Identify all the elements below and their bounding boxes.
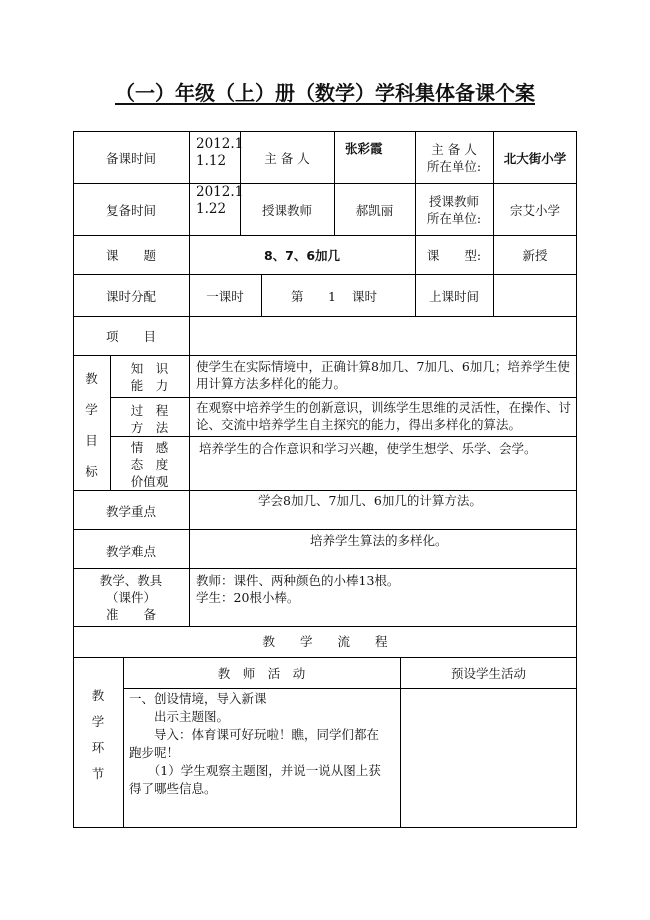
list-item: 导入：体育课可好玩啦！瞧，同学们都在 <box>129 727 380 742</box>
teacher-value: 郝凯丽 <box>355 203 394 218</box>
page-title: （一）年级（上）册（数学）学科集体备课个案 <box>115 81 535 105</box>
col-divider <box>123 657 124 828</box>
key-points-label: 教学重点 <box>105 504 156 519</box>
materials-list: 教师：课件、两种颜色的小棒13根。 学生：20根小棒。 <box>196 573 400 605</box>
topic-label: 课 题 <box>105 248 156 263</box>
allocation-label: 课时分配 <box>105 289 156 304</box>
period-prefix: 第 <box>291 289 304 304</box>
class-time-label: 上课时间 <box>428 289 479 304</box>
row-divider <box>73 274 577 275</box>
lesson-type-label: 课 型: <box>426 248 482 263</box>
lead-unit-label: 主 备 人 所在单位: <box>426 142 482 174</box>
difficulties-label: 教学难点 <box>105 544 156 559</box>
review-time-label: 复备时间 <box>105 203 156 218</box>
key-points-text: 学会8加几、7加几、6加几的计算方法。 <box>258 493 482 508</box>
teacher-unit-label: 授课教师 所在单位: <box>426 194 482 226</box>
review-time-value: 2012.1 1.22 <box>196 184 244 217</box>
lead-unit-value: 北大街小学 <box>503 151 567 166</box>
col-divider <box>261 274 262 316</box>
row-divider <box>73 529 577 530</box>
col-divider <box>189 131 190 626</box>
process-text: 在观察中培养学生的创新意识，训练学生思维的灵活性，在操作、讨论、交流中培养学生自主探究的能力，得出多样化的算法。 <box>196 400 572 432</box>
period-number: 1 <box>328 289 336 304</box>
teacher-activity-content <box>129 690 381 798</box>
row-divider <box>73 626 577 627</box>
row-divider <box>73 657 577 658</box>
row-divider <box>73 568 577 569</box>
emotion-label: 情 感 态 度 价值观 <box>130 440 169 489</box>
prep-time-value: 2012.1 1.12 <box>196 136 244 169</box>
row-divider <box>110 397 577 398</box>
student-activity-header: 预设学生活动 <box>450 666 526 681</box>
lesson-type-value: 新授 <box>522 248 548 263</box>
difficulties-text: 培养学生算法的多样化。 <box>310 533 448 548</box>
materials-label: 教学、教具 （课件） 准 备 <box>99 573 163 622</box>
list-item: 一、创设情境，导入新课 <box>129 691 267 706</box>
list-item: 出示主题图。 <box>129 709 230 724</box>
list-item: 得了哪些信息。 <box>129 781 217 796</box>
period-suffix: 课时 <box>352 289 378 304</box>
flow-title: 教 学 流 程 <box>262 634 388 649</box>
list-item: （1）学生观察主题图，并说一说从图上获 <box>129 763 381 778</box>
prep-time-label: 备课时间 <box>105 151 156 166</box>
col-divider <box>400 657 401 828</box>
item-label: 项 目 <box>105 329 156 344</box>
flow-side-label: 教 学 环 节 <box>91 688 105 781</box>
row-divider <box>73 355 577 356</box>
row-divider <box>73 490 577 491</box>
col-divider <box>334 131 335 235</box>
knowledge-label: 知 识 能 力 <box>130 361 169 393</box>
list-item: 跑步呢！ <box>129 745 180 760</box>
allocation-value: 一课时 <box>206 289 244 304</box>
teacher-label: 授课教师 <box>261 203 312 218</box>
lead-preparer-label: 主 备 人 <box>264 151 310 166</box>
topic-value: 8、7、6加几 <box>263 248 341 263</box>
teacher-unit-value: 宗艾小学 <box>509 203 560 218</box>
row-divider <box>123 688 577 689</box>
row-divider <box>110 436 577 437</box>
row-divider <box>73 183 577 184</box>
knowledge-text: 使学生在实际情境中，正确计算8加几、7加几、6加几；培养学生使用计算方法多样化的能力。 <box>196 359 570 391</box>
objectives-side-label: 教 学 目 标 <box>85 371 98 479</box>
process-label: 过 程 方 法 <box>130 403 169 435</box>
row-divider <box>73 235 577 236</box>
row-divider <box>73 316 577 317</box>
teacher-activity-header: 教 师 活 动 <box>217 666 306 681</box>
emotion-text: 培养学生的合作意识和学习兴趣，使学生想学、乐学、会学。 <box>199 441 537 456</box>
lead-preparer-value: 张彩霞 <box>345 141 383 156</box>
